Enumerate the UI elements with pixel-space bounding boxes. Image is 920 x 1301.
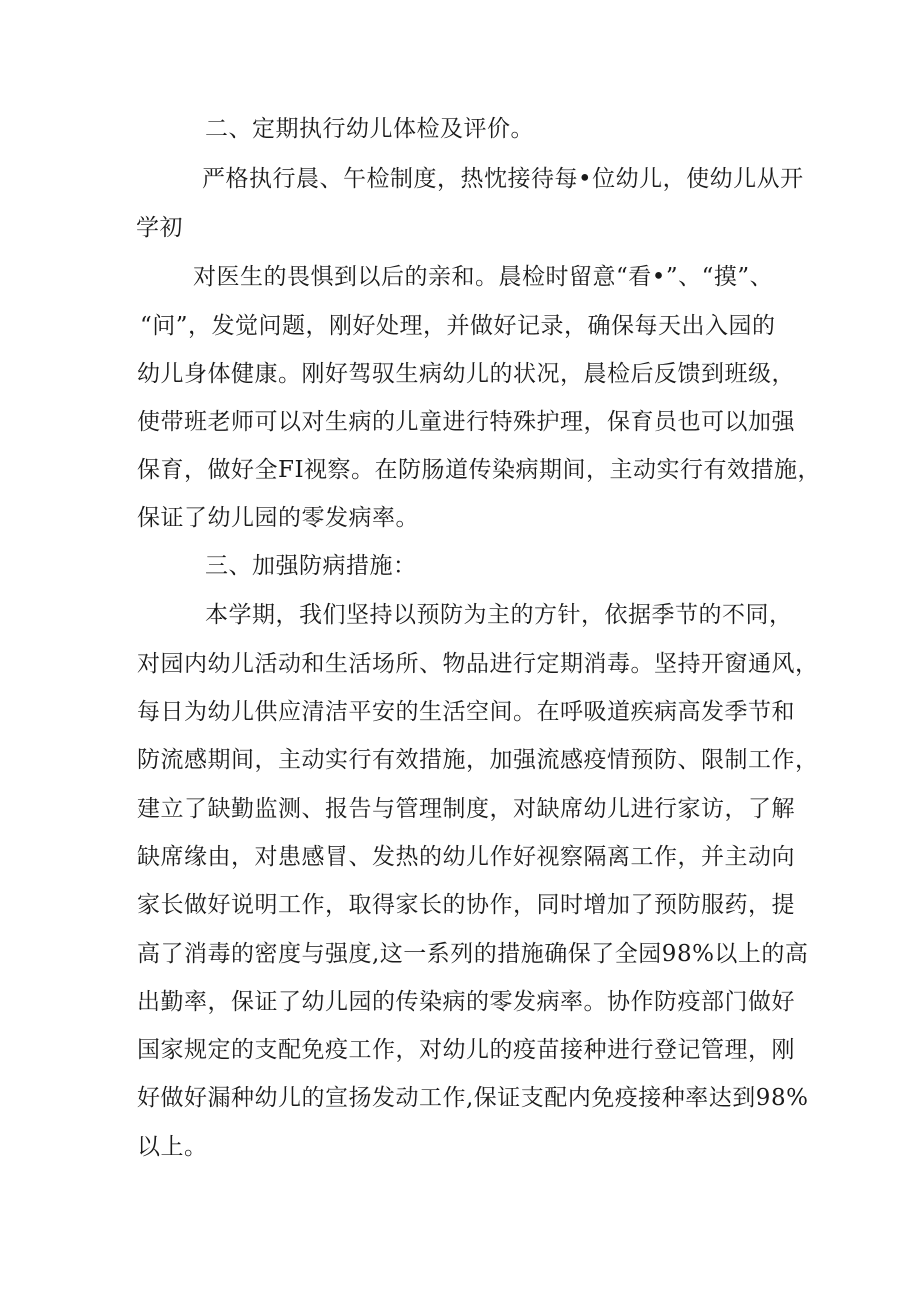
paragraph-line: “问”，发觉问题，刚好处理，并做好记录，确保每天出入园的 bbox=[140, 313, 776, 339]
paragraph-line: 国家规定的支配免疫工作，对幼儿的疫苗接种进行登记管理，刚 bbox=[137, 1037, 795, 1063]
paragraph-line: 学初 bbox=[136, 215, 183, 241]
paragraph-line: 建立了缺勤监测、报告与管理制度，对缺席幼儿进行家访，了解 bbox=[137, 796, 795, 822]
paragraph-line: 对医生的畏惧到以后的亲和。晨检时留意“看•”、“摸”、 bbox=[193, 264, 774, 290]
paragraph-line: 好做好漏种幼儿的宣扬发动工作,保证支配内免疫接种率达到98% bbox=[137, 1085, 809, 1111]
section-heading: 二、定期执行幼儿体检及评价。 bbox=[205, 116, 534, 142]
paragraph-line: 保证了幼儿园的零发病率。 bbox=[137, 505, 419, 531]
paragraph-line: 保育，做好全FI视察。在防肠道传染病期间，主动实行有效措施， bbox=[137, 457, 822, 483]
paragraph-line: 幼儿身体健康。刚好驾驭生病幼儿的状况，晨检后反馈到班级， bbox=[137, 361, 795, 387]
paragraph-line: 本学期，我们坚持以预防为主的方针，依据季节的不同， bbox=[205, 602, 793, 628]
paragraph-line: 严格执行晨、午检制度，热忱接待每•位幼儿，使幼儿从开 bbox=[202, 166, 804, 192]
paragraph-line: 防流感期间，主动实行有效措施，加强流感疫情预防、限制工作， bbox=[137, 747, 819, 773]
paragraph-line: 使带班老师可以对生病的儿童进行特殊护理，保育员也可以加强 bbox=[137, 409, 795, 435]
section-heading: 三、加强防病措施： bbox=[205, 553, 417, 579]
paragraph-line: 缺席缘由，对患感冒、发热的幼儿作好视察隔离工作，并主动向 bbox=[137, 844, 795, 870]
paragraph-line: 对园内幼儿活动和生活场所、物品进行定期消毒。坚持开窗通风， bbox=[137, 651, 819, 677]
paragraph-line: 以上。 bbox=[137, 1134, 208, 1160]
paragraph-line: 高了消毒的密度与强度,这一系列的措施确保了全园98%以上的高 bbox=[137, 941, 809, 967]
paragraph-line: 出勤率，保证了幼儿园的传染病的零发病率。协作防疫部门做好 bbox=[137, 989, 795, 1015]
paragraph-line: 每日为幼儿供应清洁平安的生活空间。在呼吸道疾病高发季节和 bbox=[137, 699, 795, 725]
paragraph-line: 家长做好说明工作，取得家长的协作，同时增加了预防服药，提 bbox=[137, 892, 795, 918]
